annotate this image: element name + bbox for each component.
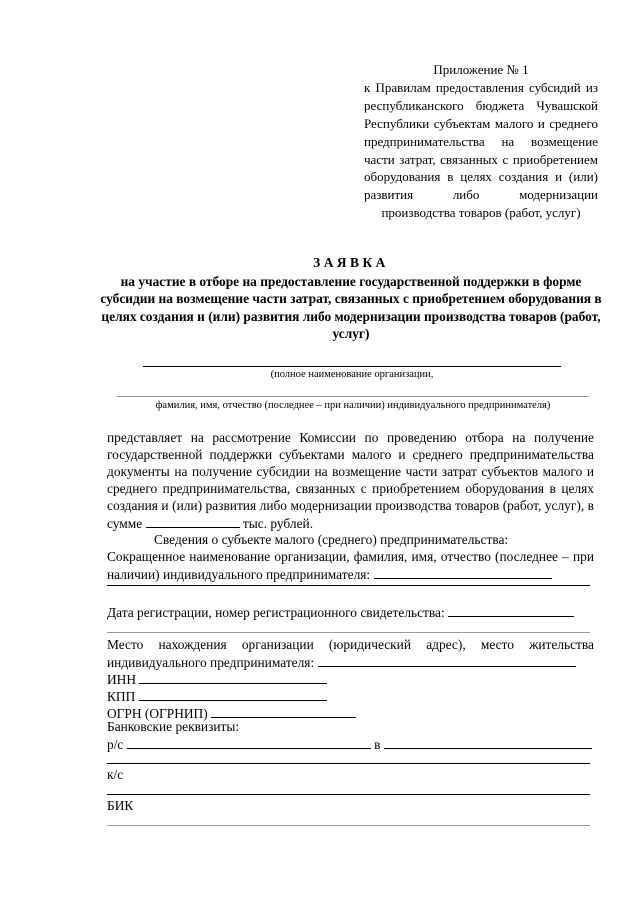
appendix-text: к Правилам предоставления субсидий из республиканского бюджета Чувашской Республики субъектам малого и среднего предпринимательства на возмещение части затрат, связанных с приобретением оборудования в целях создания и (или) развития либо модернизации производства товаров (работ, услуг) (364, 79, 598, 221)
sum-field[interactable] (146, 514, 240, 528)
document-subtitle: на участие в отборе на предоставление государственной поддержки в форме субсидии на возмещение части затрат, связанных с приобретением оборудования в целях создания и (или) развития либо модернизации производства товаров (работ, услуг) (100, 274, 602, 341)
rs-field[interactable] (127, 735, 371, 749)
title-block (100, 254, 602, 342)
inn-label: ИНН (107, 672, 137, 687)
short-name-field[interactable] (374, 565, 552, 579)
short-name-label: Сокращенное наименование организации, фамилия, имя, отчество (последнее – при наличии) индивидуального предпринимателя: (107, 549, 594, 583)
org-name-caption: (полное наименование организации, (270, 369, 434, 380)
bik-label: БИК (107, 798, 134, 813)
bank-name-field[interactable] (384, 735, 592, 749)
registration-field[interactable] (448, 603, 574, 617)
info-heading: Сведения о субъекте малого (среднего) предпринимательства: (154, 532, 509, 547)
kpp-field[interactable] (139, 687, 327, 701)
appendix-number: Приложение № 1 (433, 62, 529, 77)
ogrn-label: ОГРН (ОГРНИП) (107, 706, 208, 721)
rs-row (107, 735, 592, 753)
short-name-line-2 (107, 585, 590, 586)
kpp-row (107, 687, 327, 705)
bank-label: Банковские реквизиты: (107, 719, 240, 734)
location-label: Место нахождения организации (юридический адрес), место жительства индивидуального предпринимателя: (107, 637, 594, 671)
bank-in-label: в (374, 737, 381, 752)
location-text (107, 636, 594, 671)
inn-field[interactable] (139, 670, 327, 684)
fio-caption: фамилия, имя, отчество (последнее – при наличии) индивидуального предпринимателя) (155, 400, 551, 411)
kpp-label: КПП (107, 689, 136, 704)
paragraph-text: представляет на рассмотрение Комиссии по проведению отбора на получение государственной поддержки субъектами малого и среднего предпринимательства документы на получение субсидии на возмещение части затрат субъектов малого и среднего предпринимательства, связанных с приобретением оборудования в целях создания и (или) развития либо модернизации производства товаров (работ, услуг), в сумме (107, 430, 594, 532)
short-name-text (107, 548, 594, 583)
location-field[interactable] (318, 653, 576, 667)
appendix-block (364, 61, 598, 222)
sum-suffix: тыс. рублей. (242, 516, 314, 532)
org-name-line (143, 366, 561, 367)
ks-label: к/с (107, 767, 124, 782)
registration-line-2 (107, 632, 590, 633)
fio-line (117, 396, 589, 397)
document-heading: ЗАЯВКА (313, 255, 389, 270)
registration-label: Дата регистрации, номер регистрационного свидетельства: (107, 605, 445, 620)
inn-row (107, 670, 327, 688)
ogrn-field[interactable] (211, 704, 356, 718)
main-paragraph (107, 429, 594, 533)
bik-field[interactable] (107, 825, 590, 826)
ks-field[interactable] (107, 794, 590, 795)
rs-label: р/с (107, 737, 124, 752)
bank-line-2 (107, 763, 590, 764)
registration-row (107, 603, 574, 621)
